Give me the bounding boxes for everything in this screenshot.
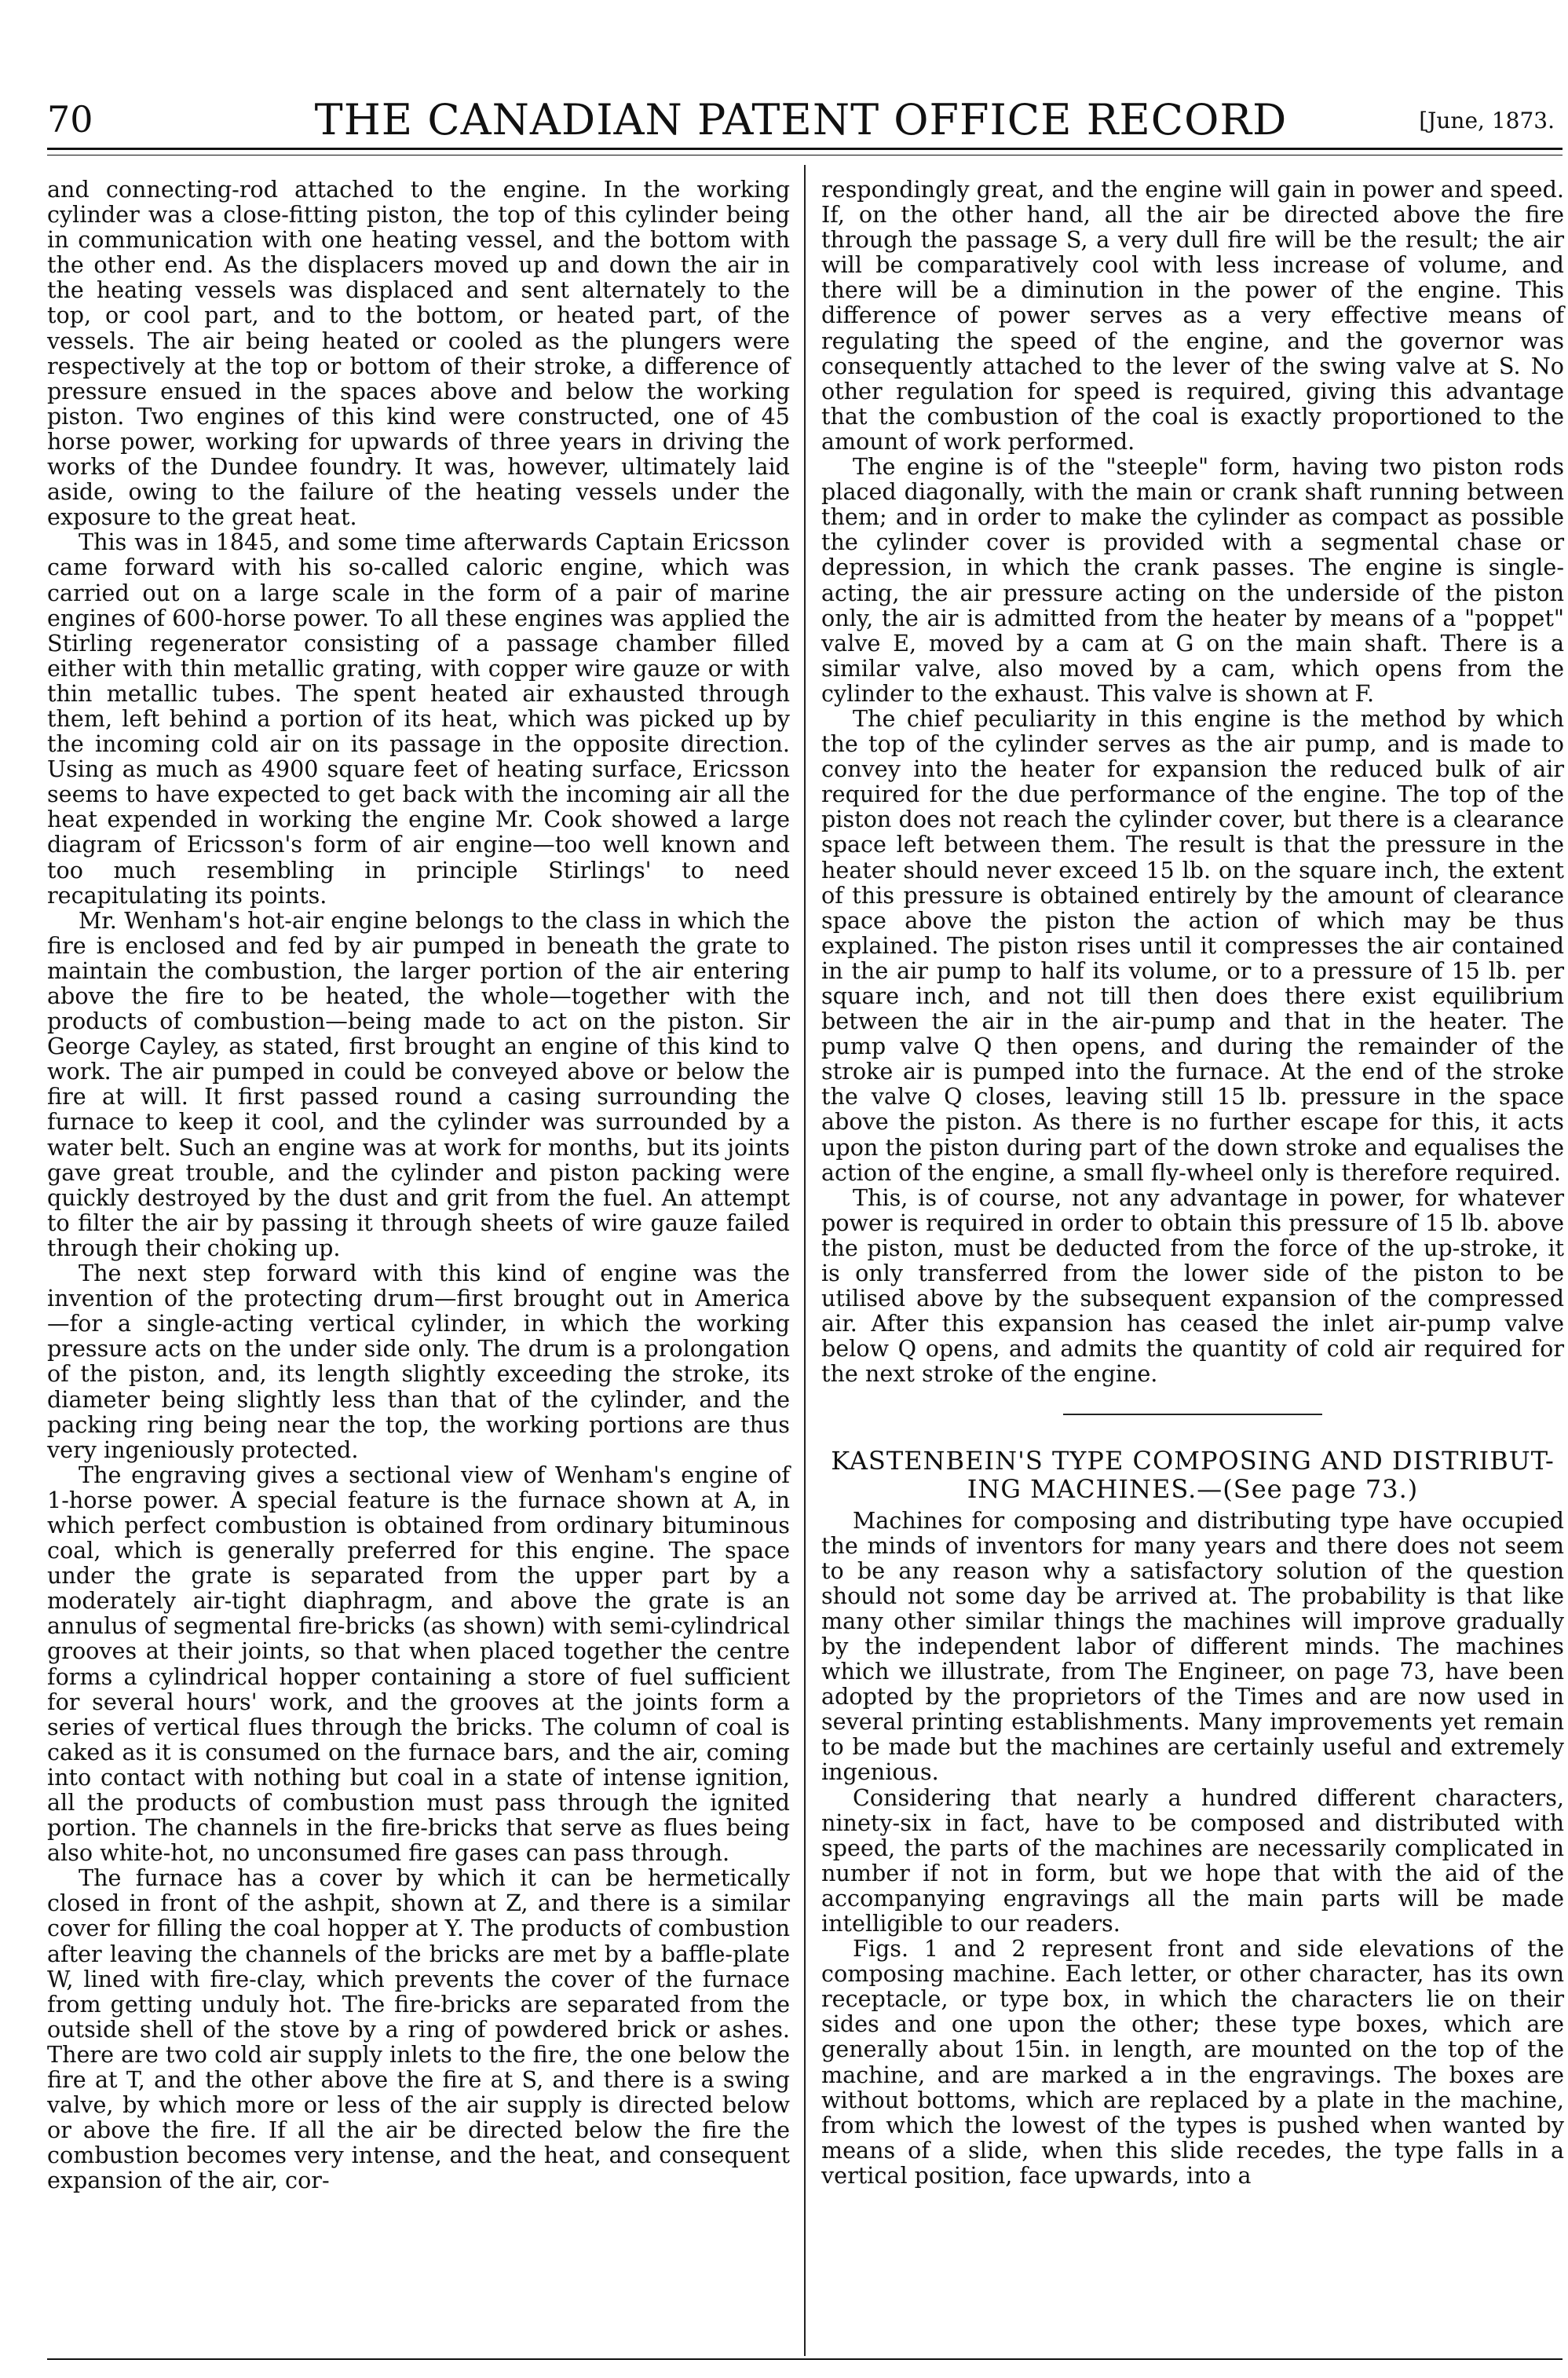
issue-date: [June, 1873. (1419, 108, 1555, 134)
section-separator (1063, 1414, 1322, 1415)
article-heading (821, 1447, 1564, 1503)
paragraph: The engine is of the "steeple" form, having two piston rods placed diagonally, with the main or crank shaft running between them; and in order to make the cylinder as compact as possible the cylinder cover is provided with a segmental chase or depression, in which the crank passes. The engine is single-acting, the air pressure acting on the underside of the piston only, the air is admitted from the heater by means of a "poppet" valve E, moved by a cam at G on the main shaft. There is a similar valve, also moved by a cam, which opens from the cylinder to the exhaust. This valve is shown at F. (821, 453, 1564, 707)
page-number: 70 (47, 98, 93, 141)
paragraph: This was in 1845, and some time afterwards Captain Ericsson came forward with his so-called caloric engine, which was carried out on a large scale in the form of a pair of marine engines of 600-horse power. To all these engines was applied the Stirling regenerator consisting of a passage chamber filled either with thin metallic grating, with copper wire gauze or with thin metallic tubes. The spent heated air exhausted through them, left behind a portion of its heat, which was picked up by the incoming cold air on its passage in the opposite direction. Using as much as 4900 square feet of heating surface, Ericsson seems to have expected to get back with the incoming air all the heat expended in working the engine Mr. Cook showed a large diagram of Ericsson's form of air engine—too well known and too much resembling in principle Stirlings' to need recapitulating its points. (47, 529, 790, 909)
paragraph: This, is of course, not any advantage in power, for whatever power is required in order to obtain this pressure of 15 lb. above the piston, must be deducted from the force of the up-stroke, it is only transferred from the lower side of the piston to be utilised above by the subsequent expansion of the compressed air. After this expansion has ceased the inlet air-pump valve below Q opens, and admits the quantity of cold air required for the next stroke of the engine. (821, 1184, 1564, 1388)
right-column (821, 177, 1564, 2188)
page-header (47, 90, 1555, 153)
footer-rule (47, 2358, 1563, 2360)
paragraph: The chief peculiarity in this engine is the method by which the top of the cylinder serves as the air pump, and is made to convey into the heater for expansion the reduced bulk of air required for the due performance of the engine. The top of the piston does not reach the cylinder cover, but there is a clearance space left between them. The result is that the pressure in the heater should never exceed 15 lb. on the square inch, the extent of this pressure is obtained entirely by the amount of clearance space above the piston the action of which may be thus explained. The piston rises until it compresses the air contained in the air pump to half its volume, or to a pressure of 15 lb. per square inch, and not till then does there exist equilibrium between the air in the air-pump and that in the heater. The pump valve Q then opens, and during the remainder of the stroke air is pumped into the furnace. At the end of the stroke the valve Q closes, leaving still 15 lb. pressure in the space above the piston. As there is no further escape for this, it acts upon the piston during part of the down stroke and equalises the action of the engine, a small fly-wheel only is therefore required. (821, 704, 1564, 1186)
paragraph: Considering that nearly a hundred different characters, ninety-six in fact, have to be composed and distributed with speed, the parts of the machines are necessarily complicated in number if not in form, but we hope that with the aid of the accompanying engravings all the main parts will be made intelligible to our readers. (821, 1784, 1564, 1937)
article-heading-line: ING MACHINES.—(See page 73.) (967, 1473, 1419, 1504)
paragraph: The furnace has a cover by which it can be hermetically closed in front of the ashpit, shown at Z, and there is a similar cover for filling the coal hopper at Y. The products of combustion after leaving the channels of the bricks are met by a baffle-plate W, lined with fire-clay, which prevents the cover of the furnace from getting unduly hot. The fire-bricks are separated from the outside shell of the stove by a ring of powdered brick or ashes. There are two cold air supply inlets to the fire, the one below the fire at T, and the other above the fire at S, and there is a swing valve, by which more or less of the air supply is directed below or above the fire. If all the air be directed below the fire the combustion becomes very intense, and the heat, and consequent expansion of the air, cor- (47, 1864, 790, 2194)
paragraph: respondingly great, and the engine will gain in power and speed. If, on the other hand, all the air be directed above the fire through the passage S, a very dull fire will be the result; the air will be comparatively cool with less increase of volume, and there will be a diminution in the power of the engine. This difference of power serves as a very effective means of regulating the speed of the engine, and the governor was consequently attached to the lever of the swing valve at S. No other regulation for speed is required, giving this advantage that the combustion of the coal is exactly proportioned to the amount of work performed. (821, 176, 1564, 455)
paragraph: Machines for composing and distributing type have occupied the minds of inventors for many years and there does not seem to be any reason why a satisfactory solution of the question should not some day be arrived at. The probability is that like many other similar things the machines will improve gradually by the independent labor of different minds. The machines which we illustrate, from The Engineer, on page 73, have been adopted by the proprietors of the Times and are now used in several printing establishments. Many improvements yet remain to be made but the machines are certainly useful and extremely ingenious. (821, 1506, 1564, 1786)
paragraph: The engraving gives a sectional view of Wenham's engine of 1-horse power. A special feature is the furnace shown at A, in which perfect combustion is obtained from ordinary bituminous coal, which is generally preferred for this engine. The space under the grate is separated from the upper part by a moderately air-tight diaphragm, and above the grate is an annulus of segmental fire-bricks (as shown) with semi-cylindrical grooves at their joints, so that when placed together the centre forms a cylindrical hopper containing a store of fuel sufficient for several hours' work, and the grooves at the joints form a series of vertical flues through the bricks. The column of coal is caked as it is consumed on the furnace bars, and the air, coming into contact with nothing but coal in a state of intense ignition, all the products of combustion must pass through the ignited portion. The channels in the fire-bricks that serve as flues being also white-hot, no unconsumed fire gases can pass through. (47, 1461, 790, 1867)
header-rule-thick (47, 148, 1563, 150)
page-title: THE CANADIAN PATENT OFFICE RECORD (314, 95, 1288, 145)
paragraph: Mr. Wenham's hot-air engine belongs to the class in which the fire is enclosed and fed by air pumped in beneath the grate to maintain the combustion, the larger portion of the air entering above the fire to be heated, the whole—together with the products of combustion—being made to act on the piston. Sir George Cayley, as stated, first brought an engine of this kind to work. The air pumped in could be conveyed above or below the fire at will. It first passed round a casing surrounding the furnace to keep it cool, and the cylinder was surrounded by a water belt. Such an engine was at work for months, but its joints gave great trouble, and the cylinder and piston packing were quickly destroyed by the dust and grit from the fuel. An attempt to filter the air by passing it through sheets of wire gauze failed through their choking up. (47, 906, 790, 1261)
paragraph: Figs. 1 and 2 represent front and side elevations of the composing machine. Each letter, or other character, has its own receptacle, or type box, in which the characters lie on their sides and one upon the other; these type boxes, which are generally about 15in. in length, are mounted on the top of the machine, and are marked a in the engravings. The boxes are without bottoms, which are replaced by a plate in the machine, from which the lowest of the types is pushed when wanted by means of a slide, when this slide recedes, the type falls in a vertical position, face upwards, into a (821, 1935, 1564, 2189)
paragraph: and connecting-rod attached to the engine. In the working cylinder was a close-fitting piston, the top of this cylinder being in communication with one heating vessel, and the bottom with the other end. As the displacers moved up and down the air in the heating vessels was displaced and sent alternately to the top, or cool part, and to the bottom, or heated part, of the vessels. The air being heated or cooled as the plungers were respectively at the top or bottom of their stroke, a difference of pressure ensued in the spaces above and below the working piston. Two engines of this kind were constructed, one of 45 horse power, working for upwards of three years in driving the works of the Dundee foundry. It was, however, ultimately laid aside, owing to the failure of the heating vessels under the exposure to the great heat. (47, 176, 790, 531)
left-column (47, 177, 790, 2193)
column-divider (804, 165, 806, 2356)
article-heading-line: KASTENBEIN'S TYPE COMPOSING AND DISTRIBUT- (831, 1445, 1555, 1476)
paragraph: The next step forward with this kind of engine was the invention of the protecting drum—first brought out in America —for a single-acting vertical cylinder, in which the working pressure acts on the under side only. The drum is a prolongation of the piston, and, its length slightly exceeding the stroke, its diameter being slightly less than that of the cylinder, and the packing ring being near the top, the working portions are thus very ingeniously protected. (47, 1260, 790, 1463)
